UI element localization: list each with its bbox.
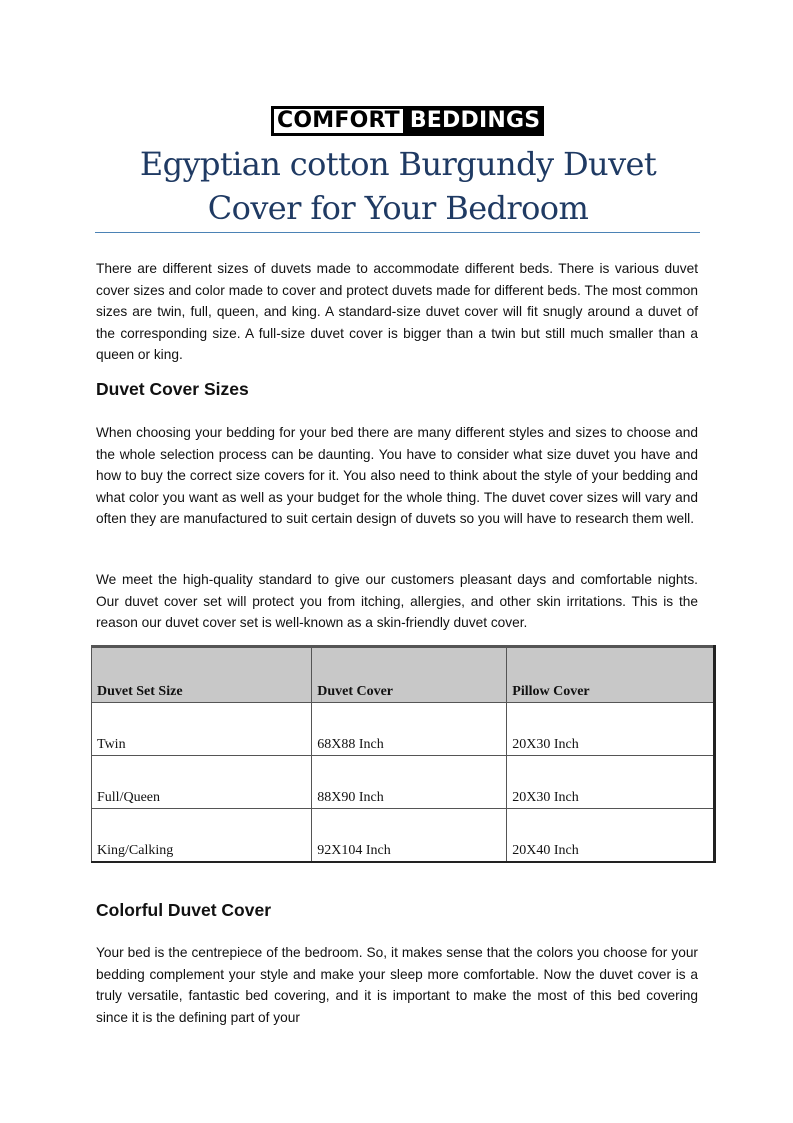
colorful-paragraph: Your bed is the centrepiece of the bedroom. So, it makes sense that the colors you choose for your bedding complement your style and make your sleep more comfortable. Now the duvet cover is a truly versatile, fantastic bed covering, and it is important to make the most of this bed covering since it is the defining part of your: [96, 945, 698, 1025]
table-row: [92, 756, 715, 809]
intro-paragraph: There are different sizes of duvets made to accommodate different beds. There is various duvet cover sizes and color made to cover and protect duvets made for different beds. The most common sizes are twin, full, queen, and king. A standard-size duvet cover will fit snugly around a duvet of the corresponding size. A full-size duvet cover is bigger than a twin but still much smaller than a queen or king.: [96, 261, 698, 362]
table-cell: Twin: [92, 703, 312, 756]
section-heading-sizes: Duvet Cover Sizes: [96, 379, 249, 399]
table-row: [92, 809, 715, 863]
table-header-cell: Duvet Set Size: [92, 647, 312, 703]
size-table: [91, 645, 716, 863]
table-cell: 20X30 Inch: [507, 703, 715, 756]
table-header-row: [92, 647, 715, 703]
brand-logo: [271, 106, 544, 136]
table-cell: 20X30 Inch: [507, 756, 715, 809]
table-cell: 88X90 Inch: [312, 756, 507, 809]
logo-part-beddings: BEDDINGS: [406, 106, 544, 136]
quality-paragraph: We meet the high-quality standard to give our customers pleasant days and comfortable nights. Our duvet cover set will protect you from itching, allergies, and other skin irritations. This is the reason our duvet cover set is well-known as a skin-friendly duvet cover.: [96, 572, 698, 630]
table-cell: 92X104 Inch: [312, 809, 507, 863]
section-heading-colorful: Colorful Duvet Cover: [96, 900, 272, 920]
sizes-paragraph: When choosing your bedding for your bed there are many different styles and sizes to choose and the whole selection process can be daunting. You have to consider what size duvet you have and how to buy the correct size covers for it. You also need to think about the style of your bedding and what color you want as well as your budget for the whole thing. The duvet cover sizes will vary and often they are manufactured to suit certain design of duvets so you will have to research them well.: [96, 425, 698, 526]
table-header-cell: Pillow Cover: [507, 647, 715, 703]
table-cell: 20X40 Inch: [507, 809, 715, 863]
table-cell: King/Calking: [92, 809, 312, 863]
table-cell: 68X88 Inch: [312, 703, 507, 756]
table-row: [92, 703, 715, 756]
logo-part-comfort: COMFORT: [271, 106, 406, 136]
table-cell: Full/Queen: [92, 756, 312, 809]
title-divider: [95, 232, 700, 233]
page-title: Egyptian cotton Burgundy Duvet Cover for Your Bedroom: [139, 145, 657, 227]
table-header-cell: Duvet Cover: [312, 647, 507, 703]
